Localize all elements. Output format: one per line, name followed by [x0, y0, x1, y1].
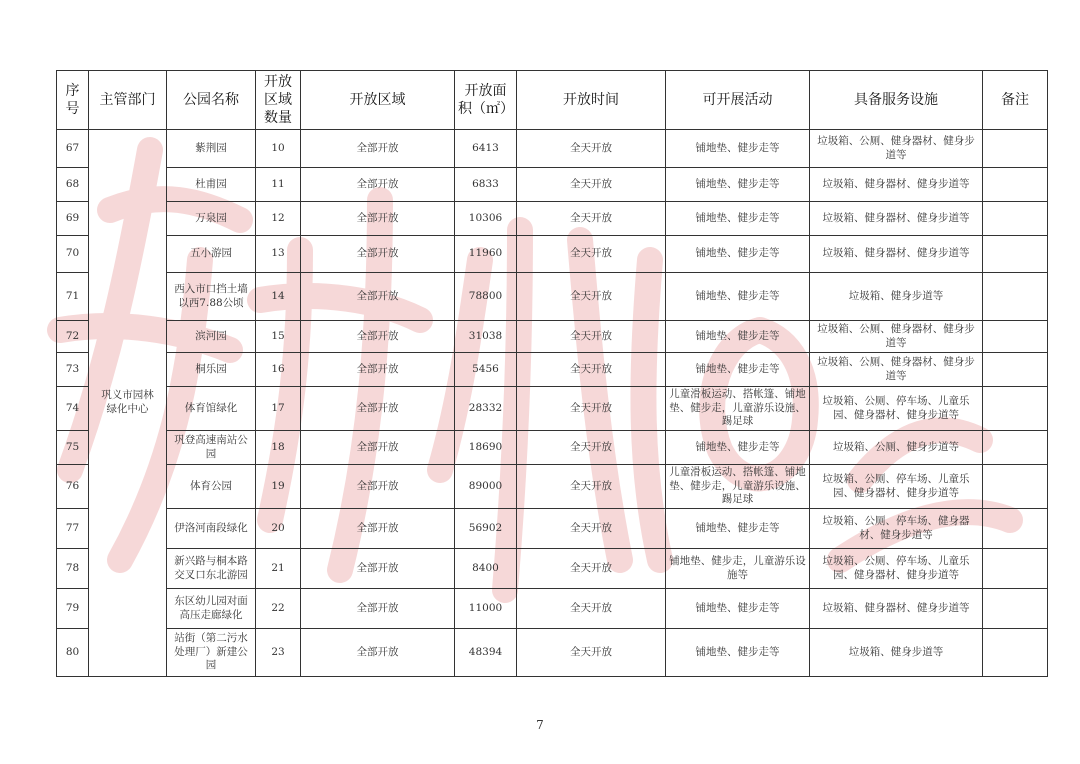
- cell-time: 全天开放: [517, 465, 666, 509]
- cell-area: 全部开放: [301, 509, 455, 549]
- header-row: [57, 71, 1048, 130]
- cell-department: 巩义市园林绿化中心: [89, 130, 167, 677]
- cell-size: 56902: [455, 509, 517, 549]
- cell-facilities: 垃圾箱、公厕、健身步道等: [810, 431, 983, 465]
- cell-name: 西入市口挡土墙以西7.88公顷: [167, 273, 256, 321]
- cell-size: 31038: [455, 321, 517, 353]
- cell-name: 体育馆绿化: [167, 387, 256, 431]
- table-row: [57, 168, 1048, 202]
- cell-facilities: 垃圾箱、健身步道等: [810, 629, 983, 677]
- cell-count: 16: [256, 353, 301, 387]
- cell-facilities: 垃圾箱、公厕、停车场、儿童乐园、健身器材、健身步道等: [810, 549, 983, 589]
- table-row: [57, 465, 1048, 509]
- cell-note: [983, 589, 1048, 629]
- cell-name: 万泉园: [167, 202, 256, 236]
- table-row: [57, 321, 1048, 353]
- header-facilities: 具备服务设施: [810, 71, 983, 130]
- header-area-count: 开放区域数量: [256, 71, 301, 130]
- table-row: [57, 130, 1048, 168]
- cell-facilities: 垃圾箱、公厕、健身器材、健身步道等: [810, 353, 983, 387]
- cell-note: [983, 202, 1048, 236]
- cell-note: [983, 431, 1048, 465]
- cell-time: 全天开放: [517, 168, 666, 202]
- cell-count: 17: [256, 387, 301, 431]
- cell-activities: 铺地垫、健步走等: [666, 509, 810, 549]
- cell-name: 新兴路与桐本路交叉口东北游园: [167, 549, 256, 589]
- cell-no: 75: [57, 431, 89, 465]
- cell-count: 23: [256, 629, 301, 677]
- header-open-size: 开放面积（㎡）: [455, 71, 517, 130]
- cell-area: 全部开放: [301, 321, 455, 353]
- cell-name: 站街（第二污水处理厂）新建公园: [167, 629, 256, 677]
- cell-facilities: 垃圾箱、公厕、停车场、儿童乐园、健身器材、健身步道等: [810, 387, 983, 431]
- cell-time: 全天开放: [517, 130, 666, 168]
- cell-activities: 铺地垫、健步走等: [666, 321, 810, 353]
- cell-activities: 铺地垫、健步走等: [666, 589, 810, 629]
- cell-count: 15: [256, 321, 301, 353]
- cell-size: 28332: [455, 387, 517, 431]
- cell-name: 东区幼儿园对面高压走廊绿化: [167, 589, 256, 629]
- cell-area: 全部开放: [301, 465, 455, 509]
- cell-activities: 铺地垫、健步走等: [666, 273, 810, 321]
- cell-activities: 铺地垫、健步走等: [666, 168, 810, 202]
- cell-name: 巩登高速南站公园: [167, 431, 256, 465]
- cell-facilities: 垃圾箱、健身器材、健身步道等: [810, 168, 983, 202]
- cell-count: 21: [256, 549, 301, 589]
- cell-no: 71: [57, 273, 89, 321]
- cell-name: 体育公园: [167, 465, 256, 509]
- cell-no: 80: [57, 629, 89, 677]
- header-park-name: 公园名称: [167, 71, 256, 130]
- cell-facilities: 垃圾箱、公厕、停车场、健身器材、健身步道等: [810, 509, 983, 549]
- cell-no: 78: [57, 549, 89, 589]
- cell-size: 6413: [455, 130, 517, 168]
- cell-count: 14: [256, 273, 301, 321]
- cell-count: 13: [256, 236, 301, 273]
- cell-area: 全部开放: [301, 589, 455, 629]
- cell-time: 全天开放: [517, 589, 666, 629]
- cell-count: 20: [256, 509, 301, 549]
- cell-activities: 铺地垫、健步走等: [666, 202, 810, 236]
- cell-activities: 铺地垫、健步走，儿童游乐设施等: [666, 549, 810, 589]
- cell-size: 48394: [455, 629, 517, 677]
- cell-note: [983, 629, 1048, 677]
- cell-name: 桐乐园: [167, 353, 256, 387]
- header-open-area: 开放区域: [301, 71, 455, 130]
- park-table: [56, 70, 1048, 677]
- cell-facilities: 垃圾箱、公厕、健身器材、健身步道等: [810, 130, 983, 168]
- cell-note: [983, 353, 1048, 387]
- cell-no: 69: [57, 202, 89, 236]
- cell-time: 全天开放: [517, 202, 666, 236]
- cell-note: [983, 130, 1048, 168]
- cell-no: 68: [57, 168, 89, 202]
- cell-note: [983, 387, 1048, 431]
- table-row: [57, 549, 1048, 589]
- table-row: [57, 236, 1048, 273]
- cell-time: 全天开放: [517, 321, 666, 353]
- table-row: [57, 589, 1048, 629]
- cell-size: 18690: [455, 431, 517, 465]
- cell-size: 10306: [455, 202, 517, 236]
- cell-area: 全部开放: [301, 629, 455, 677]
- cell-activities: 铺地垫、健步走等: [666, 431, 810, 465]
- table-row: [57, 387, 1048, 431]
- cell-no: 77: [57, 509, 89, 549]
- cell-facilities: 垃圾箱、公厕、健身器材、健身步道等: [810, 321, 983, 353]
- cell-time: 全天开放: [517, 273, 666, 321]
- header-open-time: 开放时间: [517, 71, 666, 130]
- cell-name: 五小游园: [167, 236, 256, 273]
- cell-facilities: 垃圾箱、健身器材、健身步道等: [810, 202, 983, 236]
- cell-size: 11000: [455, 589, 517, 629]
- table-row: [57, 431, 1048, 465]
- cell-activities: 铺地垫、健步走等: [666, 353, 810, 387]
- cell-note: [983, 236, 1048, 273]
- cell-time: 全天开放: [517, 387, 666, 431]
- cell-time: 全天开放: [517, 431, 666, 465]
- cell-name: 杜甫园: [167, 168, 256, 202]
- header-note: 备注: [983, 71, 1048, 130]
- cell-activities: 铺地垫、健步走等: [666, 629, 810, 677]
- cell-size: 78800: [455, 273, 517, 321]
- cell-no: 67: [57, 130, 89, 168]
- cell-facilities: 垃圾箱、健身步道等: [810, 273, 983, 321]
- cell-facilities: 垃圾箱、健身器材、健身步道等: [810, 236, 983, 273]
- table-row: [57, 353, 1048, 387]
- cell-name: 紫荆园: [167, 130, 256, 168]
- cell-time: 全天开放: [517, 236, 666, 273]
- cell-activities: 铺地垫、健步走等: [666, 130, 810, 168]
- cell-no: 76: [57, 465, 89, 509]
- cell-note: [983, 509, 1048, 549]
- cell-time: 全天开放: [517, 549, 666, 589]
- cell-note: [983, 465, 1048, 509]
- cell-count: 11: [256, 168, 301, 202]
- cell-activities: 铺地垫、健步走等: [666, 236, 810, 273]
- header-activities: 可开展活动: [666, 71, 810, 130]
- cell-time: 全天开放: [517, 629, 666, 677]
- page-number: 7: [536, 718, 544, 732]
- cell-facilities: 垃圾箱、公厕、停车场、儿童乐园、健身器材、健身步道等: [810, 465, 983, 509]
- cell-no: 73: [57, 353, 89, 387]
- cell-note: [983, 273, 1048, 321]
- cell-no: 70: [57, 236, 89, 273]
- cell-area: 全部开放: [301, 549, 455, 589]
- cell-note: [983, 321, 1048, 353]
- cell-time: 全天开放: [517, 353, 666, 387]
- cell-no: 74: [57, 387, 89, 431]
- cell-time: 全天开放: [517, 509, 666, 549]
- cell-area: 全部开放: [301, 202, 455, 236]
- cell-area: 全部开放: [301, 353, 455, 387]
- header-no: 序号: [57, 71, 89, 130]
- cell-note: [983, 549, 1048, 589]
- cell-no: 79: [57, 589, 89, 629]
- cell-area: 全部开放: [301, 236, 455, 273]
- cell-no: 72: [57, 321, 89, 353]
- table-row: [57, 509, 1048, 549]
- table-row: [57, 629, 1048, 677]
- cell-count: 10: [256, 130, 301, 168]
- header-department: 主管部门: [89, 71, 167, 130]
- table-row: [57, 273, 1048, 321]
- table-row: [57, 202, 1048, 236]
- cell-area: 全部开放: [301, 273, 455, 321]
- cell-name: 伊洛河南段绿化: [167, 509, 256, 549]
- cell-area: 全部开放: [301, 387, 455, 431]
- cell-size: 8400: [455, 549, 517, 589]
- cell-activities: 儿童滑板运动、搭帐篷、铺地垫、健步走，儿童游乐设施、踢足球: [666, 465, 810, 509]
- cell-count: 19: [256, 465, 301, 509]
- cell-area: 全部开放: [301, 168, 455, 202]
- cell-size: 5456: [455, 353, 517, 387]
- cell-area: 全部开放: [301, 431, 455, 465]
- cell-count: 22: [256, 589, 301, 629]
- cell-size: 89000: [455, 465, 517, 509]
- cell-size: 11960: [455, 236, 517, 273]
- cell-name: 滨河园: [167, 321, 256, 353]
- cell-note: [983, 168, 1048, 202]
- cell-count: 18: [256, 431, 301, 465]
- cell-count: 12: [256, 202, 301, 236]
- cell-area: 全部开放: [301, 130, 455, 168]
- cell-facilities: 垃圾箱、健身器材、健身步道等: [810, 589, 983, 629]
- cell-activities: 儿童滑板运动、搭帐篷、铺地垫、健步走，儿童游乐设施、踢足球: [666, 387, 810, 431]
- cell-size: 6833: [455, 168, 517, 202]
